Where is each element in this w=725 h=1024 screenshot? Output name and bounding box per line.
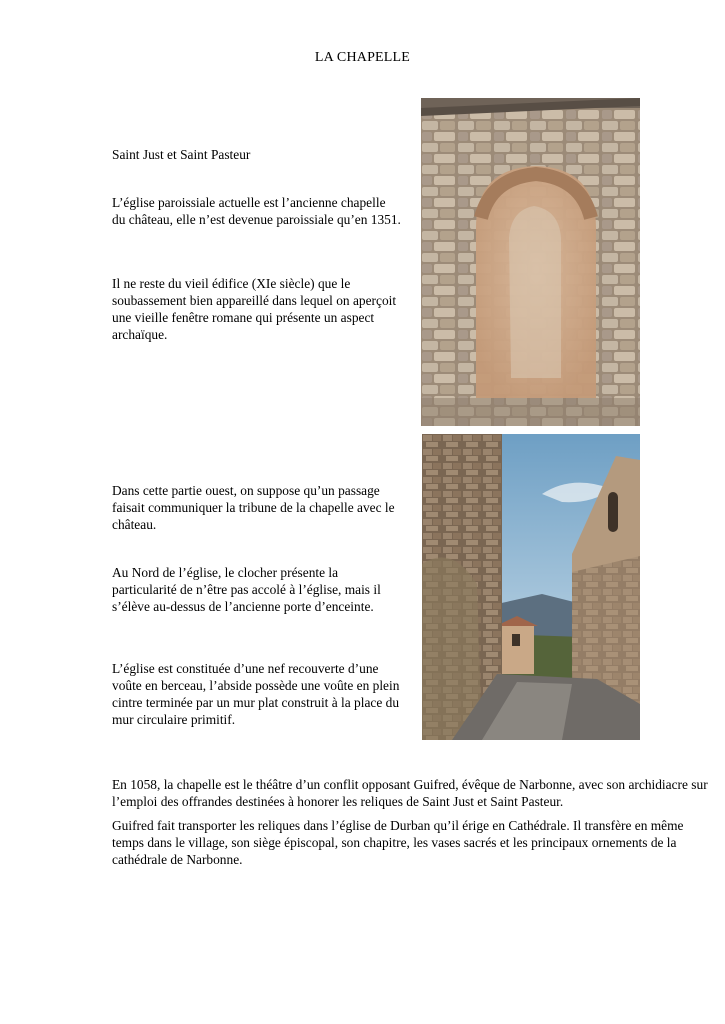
paragraph-5: L’église est constituée d’une nef recouverte d’une voûte en berceau, l’abside possède une voûte en plein cintre terminée par un mur plat construit à la place du mur circulaire primitif. [112,661,400,727]
paragraph-4: Au Nord de l’église, le clocher présente la particularité de n’être pas accolé à l’église, mais il s’élève au-dessus de l’ancienne porte d’enceinte. [112,565,381,614]
paragraph-6: En 1058, la chapelle est le théâtre d’un conflit opposant Guifred, évêque de Narbonne, avec son archidiacre sur l’emploi des offrandes destinées à honorer les reliques de Saint Just et Saint Pasteur. [112,777,708,809]
paragraph-3: Dans cette partie ouest, on suppose qu’un passage faisait communiquer la tribune de la chapelle avec le château. [112,483,395,532]
photo-lane-church [422,434,640,740]
paragraph-2: Il ne reste du vieil édifice (XIe siècle) que le soubassement bien appareillé dans lequel on aperçoit une vieille fenêtre romane qui présente un aspect archaïque. [112,276,397,342]
paragraph-7: Guifred fait transporter les reliques dans l’église de Durban qu’il érige en Cathédrale. Il transfère en même temps dans le village, son siège épiscopal, son chapitre, les vases sacrés et les principaux ornements de la cathédrale de Narbonne. [112,818,684,867]
photo-romanesque-window [421,98,640,426]
page-title: LA CHAPELLE [314,50,411,65]
subtitle: Saint Just et Saint Pasteur [112,147,251,162]
paragraph-1: L’église paroissiale actuelle est l’ancienne chapelle du château, elle n’est devenue paroissiale qu’en 1351. [112,195,401,227]
